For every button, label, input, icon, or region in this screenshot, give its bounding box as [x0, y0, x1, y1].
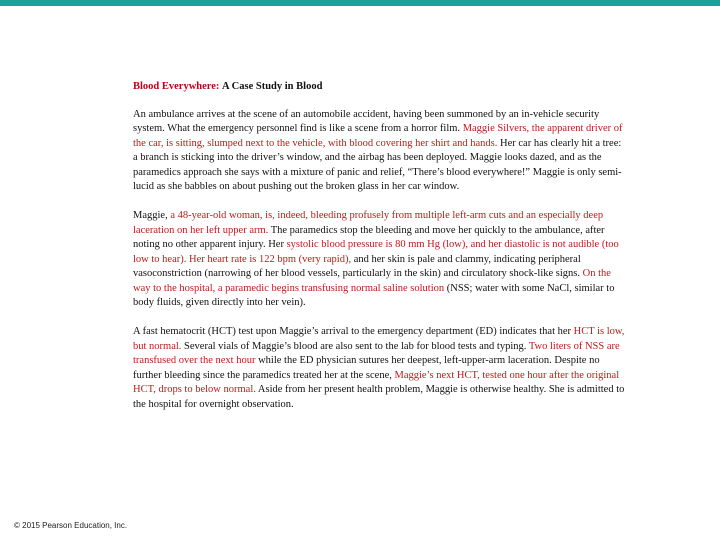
p1-text-2: Her car has clearly hit a tree: a branch is sticking into the driver’s window, and the airbag has been deployed. Maggie looks dazed, and as the paramedics approach she says with a mixture of panic and relief, “There’s blood everywhere!” Maggie is only semi-lucid as she babbles on about pushing out the broken glass in her car window. [133, 137, 622, 192]
p2-text-1: Maggie, [133, 210, 171, 221]
title-rest: A Case Study in Blood [222, 81, 323, 92]
case-study-title [133, 80, 625, 95]
case-study-content [133, 80, 625, 427]
p3-text-3: while the ED physician sutures her deepest, left-upper-arm laceration. Despite no further bleeding since the paramedics treated her at the scene, [133, 355, 600, 381]
paragraph-1 [133, 108, 625, 195]
p3-text-1: A fast hematocrit (HCT) test upon Maggie’s arrival to the emergency department (ED) indicates that her [133, 326, 574, 337]
p3-highlight-2: Two liters of NSS are transfused over the next hour [133, 340, 620, 366]
top-accent-bar [0, 0, 720, 6]
p3-highlight-3: Maggie’s next HCT, tested one hour after the original HCT, drops to below normal. [133, 369, 620, 395]
p2-highlight-1: a 48-year-old woman, is, indeed, bleeding profusely from multiple left-arm cuts and an especially deep laceration on her left upper arm. [133, 210, 604, 236]
paragraph-2 [133, 209, 625, 311]
p2-highlight-4: On the way to the hospital, a paramedic begins transfusing normal saline solution [133, 268, 611, 294]
title-lead: Blood Everywhere: [133, 81, 220, 92]
p2-text-4: and her skin is pale and clammy, indicating peripheral vasoconstriction (narrowing of her blood vessels, particularly in the skin) and circulatory shock-like signs. [133, 253, 583, 279]
p1-highlight-1: Maggie Silvers, the apparent driver of the car, is sitting, slumped next to the vehicle, with blood covering her shirt and hands. [133, 123, 623, 149]
p3-text-4: Aside from her present health problem, Maggie is otherwise healthy. She is admitted to the hospital for overnight observation. [133, 384, 625, 410]
p2-highlight-3: Her heart rate is 122 bpm (very rapid), [188, 253, 352, 265]
paragraph-3 [133, 325, 625, 412]
p3-text-2: Several vials of Maggie’s blood are also sent to the lab for blood tests and typing. [181, 340, 529, 352]
p1-text-1: An ambulance arrives at the scene of an automobile accident, having been summoned by an in-vehicle security system. What the emergency personnel find is like a scene from a horror film. [133, 108, 600, 134]
p2-highlight-2: systolic blood pressure is 80 mm Hg (low), and her diastolic is not audible (too low to hear). [133, 239, 619, 265]
p3-highlight-1: HCT is low, but normal. [133, 326, 625, 352]
p2-text-2: The paramedics stop the bleeding and move her quickly to the ambulance, after noting no other apparent injury. Her [133, 224, 605, 250]
p2-text-5: (NSS; water with some NaCl, similar to body fluids, given directly into her vein). [133, 282, 615, 308]
copyright-footer: © 2015 Pearson Education, Inc. [14, 521, 128, 530]
